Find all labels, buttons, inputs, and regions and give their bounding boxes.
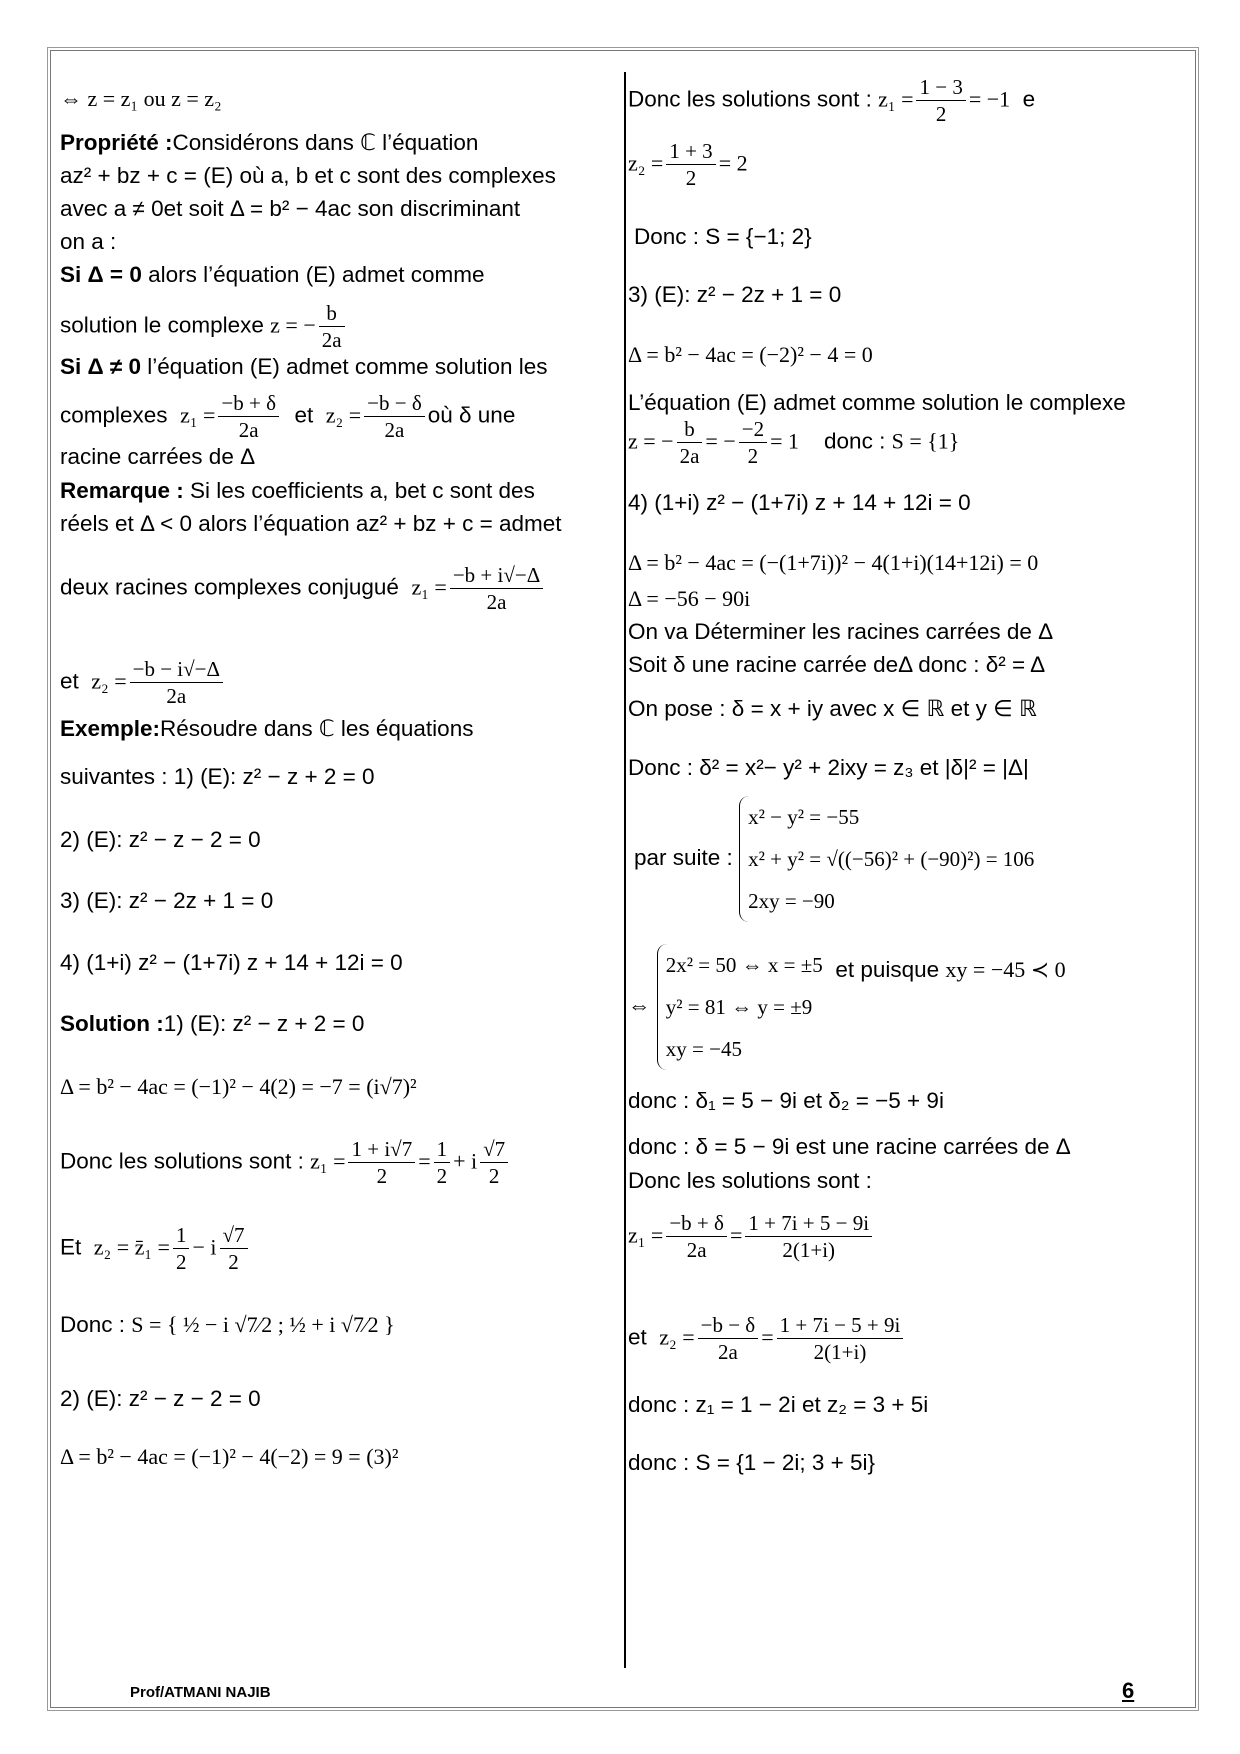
solution-heading: Solution :1) (E): z² − z + 2 = 0 <box>60 1011 365 1036</box>
solution3-root: z = − $\frac{b}{2a}$ = − $\frac{-2}{2}$ = 1 donc : S = {1} <box>628 417 960 468</box>
delta-squared-expansion: Donc : δ² = x²− y² + 2ixy = z₃ et |δ|² = |Δ| <box>628 755 1029 780</box>
case-delta-zero-solution: solution le complexe z = − $\frac{b}{2a}$ <box>60 300 348 353</box>
example-eq2: 2) (E): z² − z − 2 = 0 <box>60 827 261 852</box>
property-discriminant: avec a ≠ 0et soit Δ = b² − 4ac son discriminant <box>60 196 521 221</box>
conjugate-root-z2: et z₂ = $\frac{-b - i√-\Delta}{2a}$ <box>60 656 226 709</box>
case-delta-zero: Si Δ = 0 alors l’équation (E) admet comme <box>60 262 485 287</box>
solution4-equation: 4) (1+i) z² − (1+7i) z + 14 + 12i = 0 <box>628 490 971 515</box>
square-root-note: racine carrées de Δ <box>60 444 256 469</box>
solution2-delta: Δ = b² − 4ac = (−1)² − 4(−2) = 9 = (3)² <box>60 1444 399 1469</box>
solution1-set: Donc : S = { ½ − i √7⁄2 ; ½ + i √7⁄2 } <box>60 1312 395 1337</box>
solution4-delta-expansion: Δ = b² − 4ac = (−(1+7i))² − 4(1+i)(14+12i) = 0 <box>628 550 1039 575</box>
solution4-z1: z₁ = $\frac{-b + \delta}{2a}$ = $\frac{1 + 7i + 5 - 9i}{2(1+i)}$ <box>628 1210 875 1263</box>
remark-line2: réels et Δ < 0 alors l’équation az² + bz + c = admet <box>60 511 562 536</box>
solution2-equation: 2) (E): z² − z − 2 = 0 <box>60 1386 261 1411</box>
solution2-set: Donc : S = {−1; 2} <box>634 224 812 249</box>
solution4-solutions-label: Donc les solutions sont : <box>628 1168 872 1193</box>
example-heading: Exemple:Résoudre dans ℂ les équations <box>60 716 474 741</box>
property-equation: az² + bz + c = (E) où a, b et c sont des complexes <box>60 163 556 188</box>
solution4-delta-value: Δ = −56 − 90i <box>628 586 751 611</box>
delta-xy-def: On pose : δ = x + iy avec x ∈ ℝ et y ∈ ℝ <box>628 696 1037 721</box>
remark-heading: Remarque : Si les coefficients a, bet c sont des <box>60 478 535 503</box>
case-delta-nonzero-solutions: complexes z₁ = $\frac{-b + \delta}{2a}$ et z₂ = $\frac{-b - \delta}{2a}$ où δ une <box>60 391 516 442</box>
system-one: par suite : x² − y² = −55 x² + y² = √((−56)² + (−90)²) = 106 2xy = −90 <box>634 796 1034 922</box>
property-on-a: on a : <box>60 229 117 254</box>
example-eq3: 3) (E): z² − 2z + 1 = 0 <box>60 888 274 913</box>
solution4-z2: et z₂ = $\frac{-b - \delta}{2a}$ = $\frac{1 + 7i - 5 + 9i}{2(1+i)}$ <box>628 1312 906 1365</box>
solution3-delta: Δ = b² − 4ac = (−2)² − 4 = 0 <box>628 342 873 367</box>
system-two: ⇔ 2x² = 50 ⇔ x = ±5 y² = 81 ⇔ y = ±9 xy = −45 et puisque xy = −45 ≺ 0 <box>628 944 1066 1070</box>
delta-square-root-def: Soit δ une racine carrée deΔ donc : δ² = Δ <box>628 652 1046 677</box>
conjugate-root-z1: deux racines complexes conjugué z₁ = $\frac{-b + i√-\Delta}{2a}$ <box>60 562 546 615</box>
solution2-z2: z₂ = $\frac{1 + 3}{2}$ = 2 <box>628 139 748 190</box>
solution4-roots: donc : z₁ = 1 − 2i et z₂ = 3 + 5i <box>628 1392 929 1417</box>
solution1-z2: Et z₂ = z̄₁ = $\frac{1}{2}$ − i $\frac{√7}{2}$ <box>60 1222 251 1275</box>
square-roots-intro: On va Déterminer les racines carrées de Δ <box>628 619 1054 644</box>
equivalence-line: ⇔ z = z₁ ou z = z₂ <box>60 86 222 111</box>
example-eq4: 4) (1+i) z² − (1+7i) z + 14 + 12i = 0 <box>60 950 403 975</box>
system-brace: 2x² = 50 ⇔ x = ±5 y² = 81 ⇔ y = ±9 xy = −45 <box>657 944 823 1070</box>
author-name: Prof/ATMANI NAJIB <box>130 1684 271 1701</box>
delta-roots: donc : δ₁ = 5 − 9i et δ₂ = −5 + 9i <box>628 1088 944 1113</box>
example-eq1: suivantes : 1) (E): z² − z + 2 = 0 <box>60 764 375 789</box>
property-heading: Propriété :Considérons dans ℂ l’équation <box>60 130 479 155</box>
column-divider <box>624 72 626 1668</box>
solution2-z1: Donc les solutions sont : z₁ = $\frac{1 - 3}{2}$ = −1 e <box>628 75 1036 126</box>
solution3-equation: 3) (E): z² − 2z + 1 = 0 <box>628 282 842 307</box>
solution3-statement: L’équation (E) admet comme solution le complexe <box>628 390 1126 415</box>
solution1-z1: Donc les solutions sont : z₁ = $\frac{1 + i√7}{2}$ = $\frac{1}{2}$ + i $\frac{√7}{2}$ <box>60 1136 511 1189</box>
solution4-set: donc : S = {1 − 2i; 3 + 5i} <box>628 1450 876 1475</box>
case-delta-nonzero: Si Δ ≠ 0 l’équation (E) admet comme solution les <box>60 354 548 379</box>
fraction: $\frac{b}{2a}$ <box>319 300 345 353</box>
solution1-delta: Δ = b² − 4ac = (−1)² − 4(2) = −7 = (i√7)² <box>60 1074 417 1099</box>
page-number: 6 <box>1122 1678 1135 1703</box>
system-brace: x² − y² = −55 x² + y² = √((−56)² + (−90)²) = 106 2xy = −90 <box>739 796 1034 922</box>
chosen-root: donc : δ = 5 − 9i est une racine carrées de Δ <box>628 1134 1071 1159</box>
